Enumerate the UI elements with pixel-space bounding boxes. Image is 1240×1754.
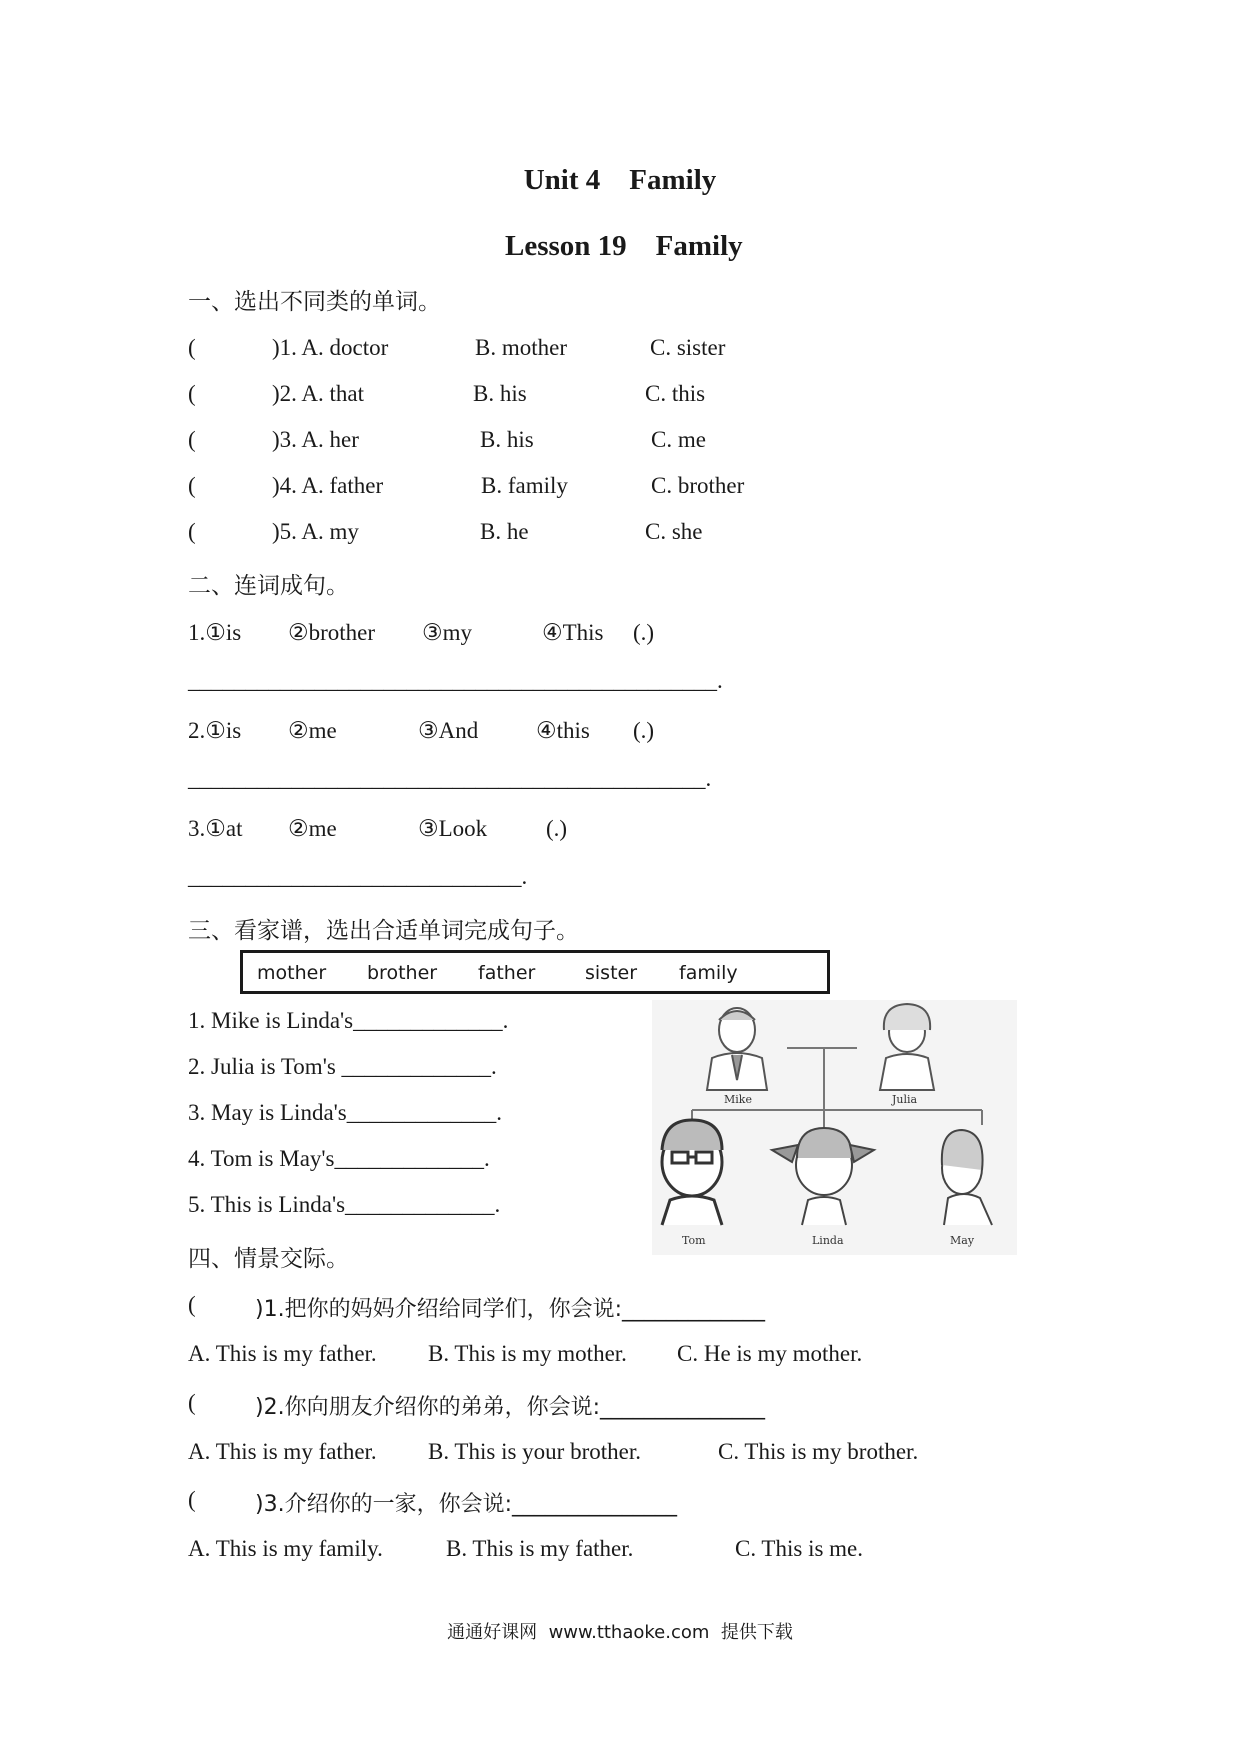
answer-paren: ( bbox=[188, 1292, 196, 1317]
answer-paren: ( bbox=[188, 1390, 196, 1415]
situation-question: )2.你向朋友介绍你的弟弟，你会说:_______________ bbox=[255, 1395, 765, 1420]
family-sentence: 4. Tom is May's_____________. bbox=[188, 1146, 490, 1171]
word-bank-item: brother bbox=[367, 962, 438, 984]
word-1: 3.①at bbox=[188, 816, 243, 841]
answer-line[interactable]: _____________________________________________. bbox=[188, 766, 712, 791]
option-a: A. This is my family. bbox=[188, 1536, 383, 1561]
option-b: B. his bbox=[480, 427, 534, 452]
word-bank-item: sister bbox=[585, 962, 638, 984]
option-c: C. He is my mother. bbox=[677, 1341, 863, 1366]
option-b: B. This is your brother. bbox=[428, 1439, 641, 1464]
answer-paren: ( bbox=[188, 1487, 196, 1512]
answer-line[interactable]: ______________________________________________. bbox=[188, 668, 723, 693]
word-1: 2.①is bbox=[188, 718, 242, 743]
option-b: B. mother bbox=[475, 335, 567, 360]
word-3: ③Look bbox=[418, 816, 488, 841]
option-b: B. he bbox=[480, 519, 529, 544]
name-label: Julia bbox=[892, 1093, 918, 1106]
part2-heading: 二、连词成句。 bbox=[188, 573, 349, 599]
part4-heading: 四、情景交际。 bbox=[188, 1246, 349, 1272]
question-option-a: )1. A. doctor bbox=[272, 335, 389, 360]
question-option-a: )3. A. her bbox=[272, 427, 359, 452]
option-c: C. This is my brother. bbox=[718, 1439, 919, 1464]
option-b: B. his bbox=[473, 381, 527, 406]
option-a: A. This is my father. bbox=[188, 1439, 377, 1464]
word-3: ③my bbox=[422, 620, 473, 645]
family-sentence: 2. Julia is Tom's _____________. bbox=[188, 1054, 497, 1079]
option-c: C. sister bbox=[650, 335, 726, 360]
unit-title: Unit 4 Family bbox=[523, 164, 717, 196]
family-sentence: 1. Mike is Linda's_____________. bbox=[188, 1008, 509, 1033]
word-bank-box bbox=[240, 950, 830, 994]
answer-line[interactable]: _____________________________. bbox=[188, 864, 528, 889]
name-label: Linda bbox=[812, 1234, 844, 1247]
part1-heading: 一、选出不同类的单词。 bbox=[188, 289, 441, 315]
word-bank-item: father bbox=[478, 962, 536, 984]
option-c: C. she bbox=[645, 519, 703, 544]
question-option-a: )5. A. my bbox=[272, 519, 359, 544]
option-c: C. this bbox=[645, 381, 706, 406]
word-bank-item: family bbox=[679, 962, 738, 984]
word-bank-item: mother bbox=[257, 962, 327, 984]
family-tree-illustration bbox=[652, 1000, 1017, 1255]
option-a: A. This is my father. bbox=[188, 1341, 377, 1366]
family-sentence: 5. This is Linda's_____________. bbox=[188, 1192, 501, 1217]
part3-heading: 三、看家谱，选出合适单词完成句子。 bbox=[188, 918, 579, 944]
name-label: May bbox=[950, 1234, 975, 1247]
option-b: B. This is my father. bbox=[446, 1536, 634, 1561]
option-b: B. family bbox=[481, 473, 568, 498]
option-c: C. This is me. bbox=[735, 1536, 864, 1561]
tom-figure bbox=[662, 1120, 722, 1225]
answer-paren: ( bbox=[188, 519, 196, 544]
question-option-a: )2. A. that bbox=[272, 381, 364, 406]
word-4: ④this bbox=[536, 718, 590, 743]
option-c: C. brother bbox=[651, 473, 745, 498]
lesson-title: Lesson 19 Family bbox=[505, 230, 743, 262]
word-punct: (.) bbox=[633, 620, 655, 645]
answer-paren: ( bbox=[188, 473, 196, 498]
word-2: ②brother bbox=[288, 620, 376, 645]
name-label: Mike bbox=[724, 1093, 752, 1106]
word-punct: (.) bbox=[546, 816, 568, 841]
option-c: C. me bbox=[651, 427, 706, 452]
word-2: ②me bbox=[288, 718, 337, 743]
word-4: ④This bbox=[542, 620, 604, 645]
answer-paren: ( bbox=[188, 381, 196, 406]
word-1: 1.①is bbox=[188, 620, 242, 645]
footer-credit: 通通好课网 www.tthaoke.com 提供下载 bbox=[447, 1622, 793, 1643]
question-option-a: )4. A. father bbox=[272, 473, 384, 498]
answer-paren: ( bbox=[188, 427, 196, 452]
situation-question: )3.介绍你的一家，你会说:_______________ bbox=[255, 1492, 677, 1517]
word-punct: (.) bbox=[633, 718, 655, 743]
option-b: B. This is my mother. bbox=[428, 1341, 627, 1366]
word-3: ③And bbox=[418, 718, 479, 743]
name-label: Tom bbox=[682, 1234, 706, 1247]
situation-question: )1.把你的妈妈介绍给同学们，你会说:_____________ bbox=[255, 1297, 765, 1322]
family-sentence: 3. May is Linda's_____________. bbox=[188, 1100, 502, 1125]
word-2: ②me bbox=[288, 816, 337, 841]
answer-paren: ( bbox=[188, 335, 196, 360]
